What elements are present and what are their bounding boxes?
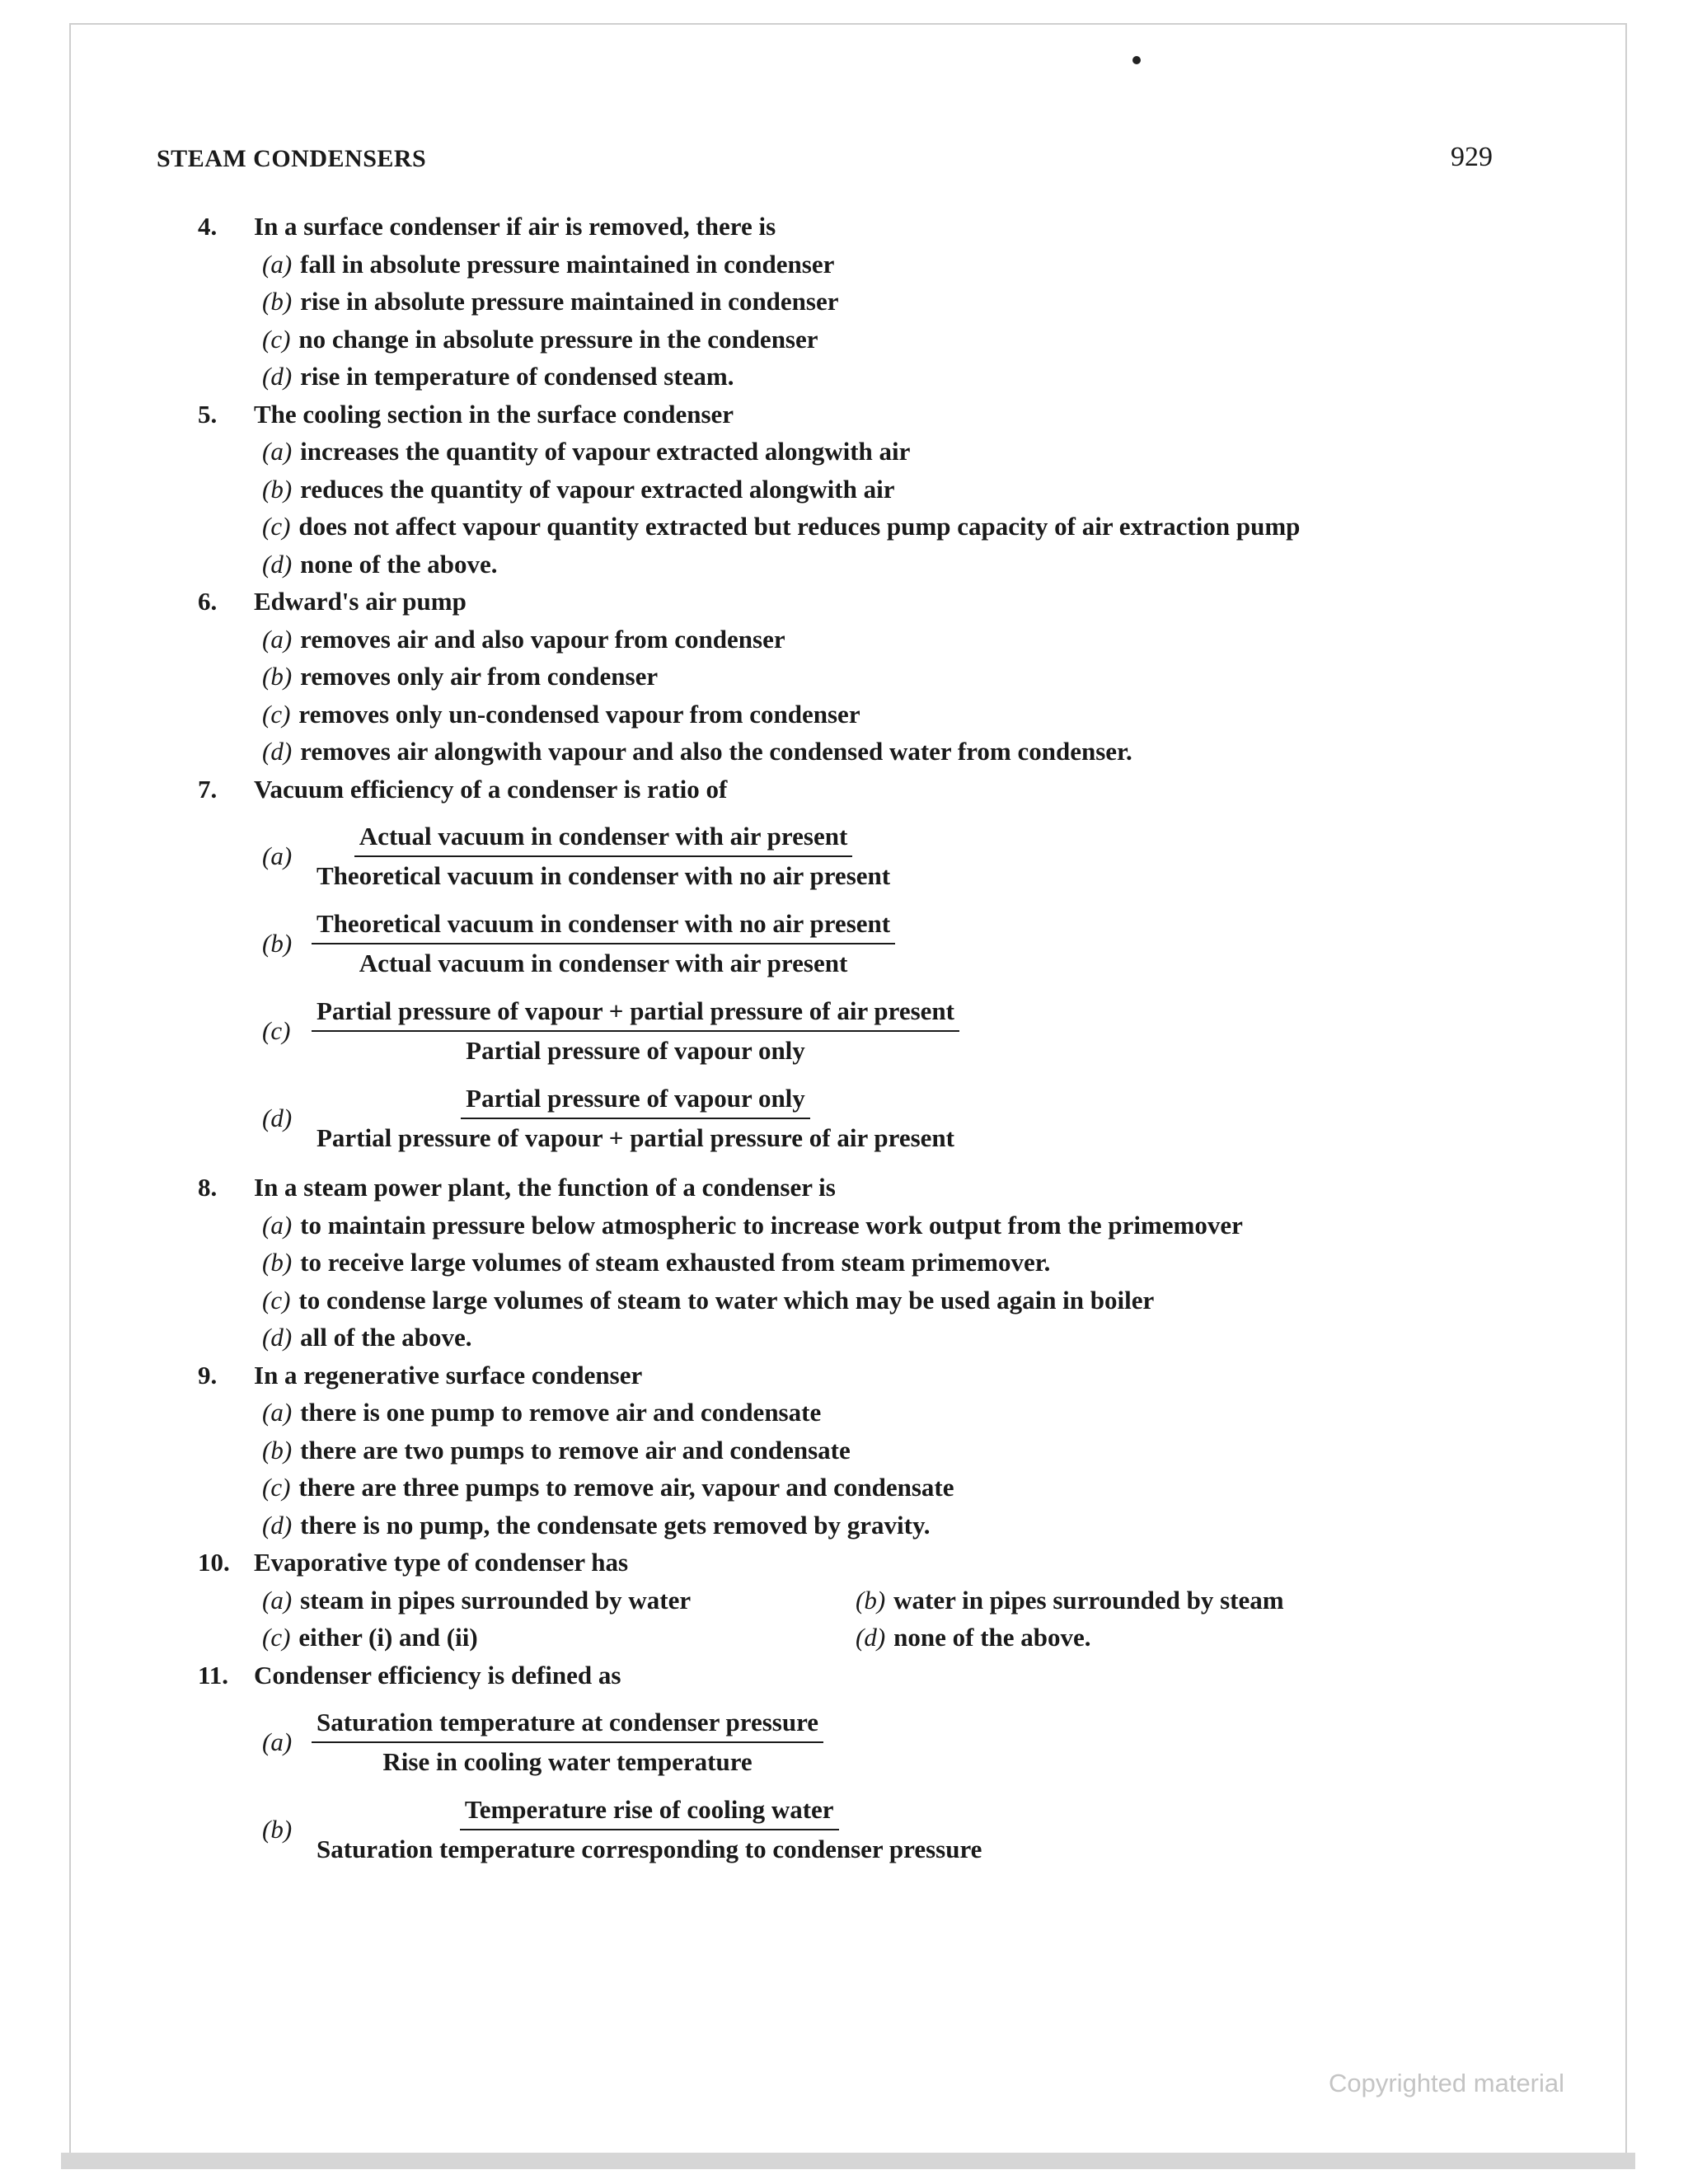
fraction-option-b: (b) $\frac{\text{Theoretical vacuum in condenser with no air present}}{\text{Actual vacuum in condenser with air present}}$ <box>254 907 1508 981</box>
option-c: (c) no change in absolute pressure in the condenser <box>262 324 818 354</box>
option-b: (b) rise in absolute pressure maintained in condenser <box>262 287 839 316</box>
option-a: (a) steam in pipes surrounded by water <box>262 1585 692 1615</box>
question-text: In a steam power plant, the function of a condenser is <box>254 1173 836 1202</box>
option-a: (a) to maintain pressure below atmospheric to increase work output from the primemover <box>262 1210 1243 1240</box>
question-text: Edward's air pump <box>254 587 467 616</box>
question-5 <box>198 396 1508 583</box>
question-number: 11. <box>198 1660 229 1690</box>
option-b: (b) removes only air from condenser <box>262 662 659 691</box>
question-number: 5. <box>198 399 218 429</box>
numerator: Partial pressure of vapour + partial pressure of air present <box>312 994 959 1032</box>
option-b: (b) water in pipes surrounded by steam <box>856 1585 1284 1615</box>
option-c: (c) removes only un-condensed vapour from condenser <box>262 699 860 729</box>
option-b: (b) there are two pumps to remove air and condensate <box>262 1435 851 1465</box>
question-4 <box>198 208 1508 396</box>
numerator: Temperature rise of cooling water <box>460 1793 839 1830</box>
numerator: Partial pressure of vapour only <box>461 1081 810 1119</box>
numerator: Actual vacuum in condenser with air present <box>354 819 852 857</box>
question-text: Vacuum efficiency of a condenser is ratio of <box>254 774 728 804</box>
question-text: The cooling section in the surface condenser <box>254 399 734 429</box>
option-d: (d) removes air alongwith vapour and also the condensed water from condenser. <box>262 737 1132 766</box>
option-d: (d) none of the above. <box>262 549 498 579</box>
copyright-watermark: Copyrighted material <box>1329 2069 1565 2097</box>
question-text: Evaporative type of condenser has <box>254 1548 629 1577</box>
question-number: 8. <box>198 1173 218 1202</box>
denominator: Partial pressure of vapour + partial pressure of air present <box>316 1123 954 1152</box>
question-number: 10. <box>198 1548 230 1577</box>
question-text: In a surface condenser if air is removed, there is <box>254 212 776 241</box>
fraction-option-b: (b) $\frac{\text{Temperature rise of cooling water}}{\text{Saturation temperature corresponding to condenser pressure}}$ <box>254 1793 1508 1867</box>
option-c: (c) there are three pumps to remove air, vapour and condensate <box>262 1473 954 1502</box>
question-6 <box>198 583 1508 771</box>
question-number: 4. <box>198 212 218 241</box>
page-bottom-shadow <box>61 2153 1635 2169</box>
question-number: 6. <box>198 587 218 616</box>
option-b: (b) reduces the quantity of vapour extracted alongwith air <box>262 474 895 504</box>
option-d: (d) all of the above. <box>262 1323 472 1352</box>
question-9 <box>198 1357 1508 1544</box>
option-a: (a) increases the quantity of vapour extracted alongwith air <box>262 437 911 466</box>
fraction-option-d: (d) $\frac{\text{Partial pressure of vapour only}}{\text{Partial pressure of vapour + partial pressure of air present}}$ <box>254 1081 1508 1155</box>
fraction-option-a: (a) $\frac{\text{Actual vacuum in condenser with air present}}{\text{Theoretical vacuum in condenser with no air present}}$ <box>254 819 1508 893</box>
option-d: (d) rise in temperature of condensed steam. <box>262 362 734 391</box>
fraction-option-c: (c) $\frac{\text{Partial pressure of vapour + partial pressure of air present}}{\text{Partial pressure of vapour only}}$ <box>254 994 1508 1068</box>
option-d: (d) there is no pump, the condensate gets removed by gravity. <box>262 1510 931 1540</box>
question-text: Condenser efficiency is defined as <box>254 1660 621 1690</box>
option-c: (c) to condense large volumes of steam to water which may be used again in boiler <box>262 1285 1155 1315</box>
denominator: Actual vacuum in condenser with air present <box>359 949 848 977</box>
numerator: Saturation temperature at condenser pressure <box>312 1705 823 1743</box>
numerator: Theoretical vacuum in condenser with no air present <box>312 907 895 944</box>
question-number: 9. <box>198 1360 218 1390</box>
question-text: In a regenerative surface condenser <box>254 1360 643 1390</box>
option-b: (b) to receive large volumes of steam exhausted from steam primemover. <box>262 1248 1051 1277</box>
option-c: (c) does not affect vapour quantity extracted but reduces pump capacity of air extraction pump <box>262 512 1301 541</box>
running-head: STEAM CONDENSERS <box>157 145 427 172</box>
question-list <box>198 208 1508 1880</box>
question-10 <box>198 1544 1508 1657</box>
page-number: 929 <box>1451 142 1493 172</box>
ink-dot <box>1132 56 1141 64</box>
denominator: Rise in cooling water temperature <box>382 1747 753 1776</box>
option-a: (a) fall in absolute pressure maintained in condenser <box>262 249 835 279</box>
option-d: (d) none of the above. <box>856 1623 1091 1652</box>
denominator: Theoretical vacuum in condenser with no air present <box>316 861 891 890</box>
question-7 <box>198 771 1508 1156</box>
question-11 <box>198 1657 1508 1868</box>
fraction-option-a: (a) $\frac{\text{Saturation temperature at condenser pressure}}{\text{Rise in cooling water temperature}}$ <box>254 1705 1508 1779</box>
option-a: (a) there is one pump to remove air and condensate <box>262 1398 822 1427</box>
denominator: Saturation temperature corresponding to condenser pressure <box>316 1835 982 1863</box>
question-8 <box>198 1169 1508 1357</box>
option-a: (a) removes air and also vapour from condenser <box>262 624 785 654</box>
denominator: Partial pressure of vapour only <box>466 1036 805 1065</box>
option-c: (c) either (i) and (ii) <box>262 1623 478 1652</box>
question-number: 7. <box>198 774 218 804</box>
option-grid <box>254 1582 1508 1657</box>
